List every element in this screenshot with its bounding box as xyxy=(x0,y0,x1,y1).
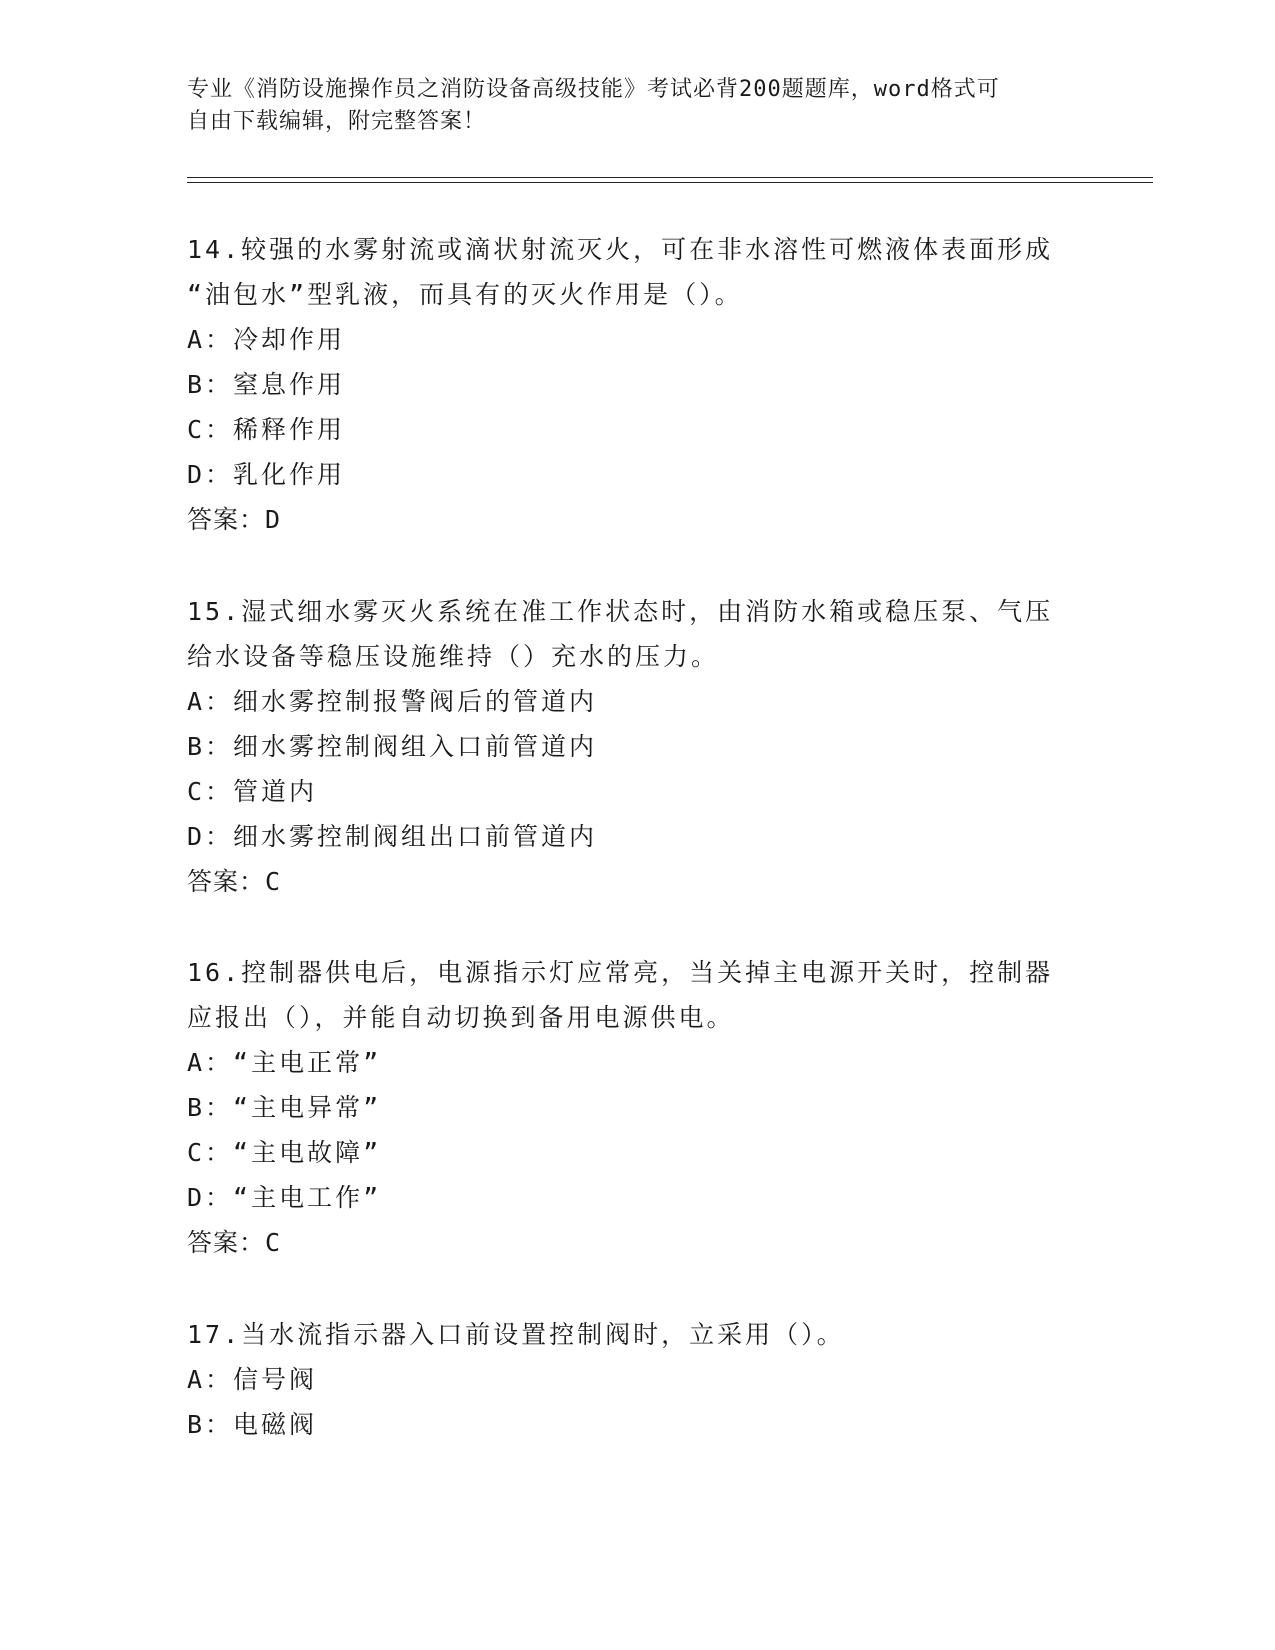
option-a: A：细水雾控制报警阀后的管道内 xyxy=(187,687,598,716)
question-text-line-1: 16.控制器供电后，电源指示灯应常亮，当关掉主电源开关时，控制器 xyxy=(187,958,1054,987)
question-text-line-2: 给水设备等稳压设施维持（）充水的压力。 xyxy=(187,642,720,671)
header-divider-top xyxy=(187,177,1153,178)
answer-value: C xyxy=(265,867,282,896)
question-text-line-2: 应报出（），并能自动切换到备用电源供电。 xyxy=(187,1003,735,1032)
option-a: A：“主电正常” xyxy=(187,1048,382,1077)
option-d: D：细水雾控制阀组出口前管道内 xyxy=(187,822,598,851)
question-text-line-1: 14.较强的水雾射流或滴状射流灭火，可在非水溶性可燃液体表面形成 xyxy=(187,235,1054,264)
answer xyxy=(187,497,1087,542)
question-text-line-1: 15.湿式细水雾灭火系统在准工作状态时，由消防水箱或稳压泵、气压 xyxy=(187,597,1054,626)
question-15 xyxy=(187,589,1087,904)
question-16 xyxy=(187,950,1087,1265)
header-line-2: 自由下载编辑，附完整答案！ xyxy=(187,109,487,134)
answer-label: 答案： xyxy=(187,867,266,896)
option-b: B：“主电异常” xyxy=(187,1093,382,1122)
option-b: B：窒息作用 xyxy=(187,370,346,399)
option-a: A：冷却作用 xyxy=(187,325,346,354)
header-line-1: 专业《消防设施操作员之消防设备高级技能》考试必背200题题库，word格式可 xyxy=(187,77,1000,102)
answer-value: C xyxy=(265,1228,282,1257)
option-d: D：“主电工作” xyxy=(187,1183,382,1212)
option-c: C：稀释作用 xyxy=(187,415,346,444)
question-text-line-1: 17.当水流指示器入口前设置控制阀时，立采用（）。 xyxy=(187,1320,845,1349)
document-header xyxy=(187,74,1067,138)
header-divider-bottom xyxy=(187,182,1153,183)
option-b: B：电磁阀 xyxy=(187,1410,318,1439)
question-14 xyxy=(187,227,1087,542)
option-d: D：乳化作用 xyxy=(187,460,346,489)
option-a: A：信号阀 xyxy=(187,1365,318,1394)
answer-value: D xyxy=(265,505,282,534)
option-c: C：管道内 xyxy=(187,777,318,806)
answer-label: 答案： xyxy=(187,1228,266,1257)
answer-label: 答案： xyxy=(187,505,266,534)
option-b: B：细水雾控制阀组入口前管道内 xyxy=(187,732,598,761)
answer xyxy=(187,859,1087,904)
question-text-line-2: “油包水”型乳液，而具有的灭火作用是（）。 xyxy=(187,280,743,309)
question-17 xyxy=(187,1312,1087,1447)
option-c: C：“主电故障” xyxy=(187,1138,382,1167)
answer xyxy=(187,1220,1087,1265)
